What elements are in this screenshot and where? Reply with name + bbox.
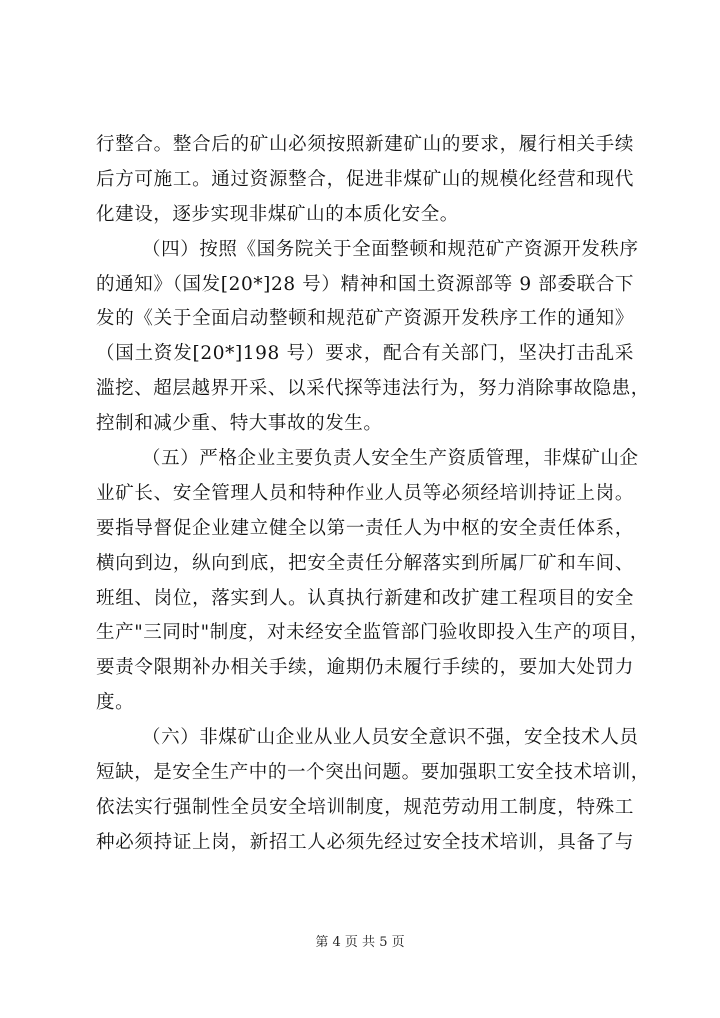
text-line: 横向到边，纵向到底，把安全责任分解落实到所属厂矿和车间、 — [96, 552, 634, 574]
page-footer: 第 4 页 共 5 页 — [315, 935, 405, 950]
text-line: 行整合。整合后的矿山必须按照新建矿山的要求，履行相关手续 — [96, 134, 634, 155]
text-line: 种必须持证上岗，新招工人必须先经过安全技术培训，具备了与 — [96, 831, 634, 853]
text-line: 发的《关于全面启动整顿和规范矿产资源开发秩序工作的通知》 — [96, 308, 634, 330]
paragraph-first-line: （五）严格企业主要负责人安全生产资质管理，非煤矿山企 — [142, 448, 639, 470]
text-line: 要责令限期补办相关手续，逾期仍未履行手续的，要加大处罚力 — [96, 657, 634, 679]
text-line: 滥挖、超层越界开采、以采代探等违法行为，努力消除事故隐患， — [96, 378, 650, 400]
paragraph-first-line: （四）按照《国务院关于全面整顿和规范矿产资源开发秩序 — [142, 238, 639, 260]
text-line: 依法实行强制性全员安全培训制度，规范劳动用工制度，特殊工 — [96, 796, 634, 818]
text-line: 后方可施工。通过资源整合，促进非煤矿山的规模化经营和现代 — [96, 168, 634, 190]
text-line: 度。 — [96, 692, 135, 714]
text-line: 班组、岗位，落实到人。认真执行新建和改扩建工程项目的安全 — [96, 587, 634, 609]
text-line: 的通知》（国发[20*]28 号）精神和国土资源部等 9 部委联合下 — [96, 273, 634, 295]
text-line: 要指导督促企业建立健全以第一责任人为中枢的安全责任体系， — [96, 517, 634, 539]
text-line: 控制和减少重、特大事故的发生。 — [96, 413, 383, 435]
text-line: 短缺，是安全生产中的一个突出问题。要加强职工安全技术培训， — [96, 762, 650, 784]
body-text — [96, 128, 650, 861]
text-line: （国土资发[20*]198 号）要求，配合有关部门，坚决打击乱采 — [96, 343, 634, 365]
text-line: 业矿长、安全管理人员和特种作业人员等必须经培训持证上岗。 — [96, 482, 634, 504]
paragraph-first-line: （六）非煤矿山企业从业人员安全意识不强，安全技术人员 — [142, 727, 639, 749]
text-line: 生产"三同时"制度，对未经安全监管部门验收即投入生产的项目， — [96, 622, 650, 644]
text-line: 化建设，逐步实现非煤矿山的本质化安全。 — [96, 203, 459, 225]
